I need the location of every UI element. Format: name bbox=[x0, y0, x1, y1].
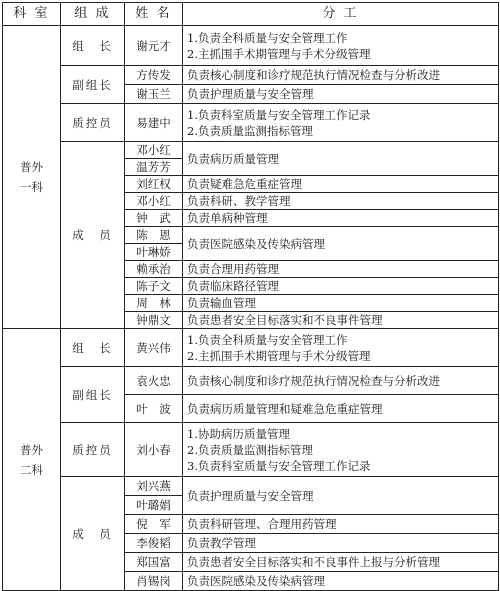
name-cell: 刘小春 bbox=[125, 423, 183, 477]
table-row bbox=[3, 104, 499, 142]
name-cell: 郑国富 bbox=[125, 553, 183, 572]
name-cell: 温芳芳 bbox=[125, 159, 183, 176]
name-cell: 叶 波 bbox=[125, 395, 183, 423]
duty-cell: 负责科研管理、合理用药管理 bbox=[183, 515, 499, 534]
table-row bbox=[3, 142, 499, 159]
name-cell: 钟鼎文 bbox=[125, 312, 183, 329]
name-cell: 陈 恩 bbox=[125, 227, 183, 244]
name-cell: 易建中 bbox=[125, 104, 183, 142]
duty-cell: 负责科研、教学管理 bbox=[183, 193, 499, 210]
header-dept: 科 室 bbox=[3, 3, 61, 26]
duty-cell: 负责患者安全目标落实和不良事件管理 bbox=[183, 312, 499, 329]
dept-cell-1: 普外 一科 bbox=[3, 26, 61, 329]
table-row bbox=[3, 66, 499, 85]
table-row bbox=[3, 26, 499, 66]
name-cell: 叶璐娟 bbox=[125, 496, 183, 515]
name-cell: 方传发 bbox=[125, 66, 183, 85]
group-cell: 质控员 bbox=[61, 423, 125, 477]
table-row bbox=[3, 329, 499, 367]
duty-table bbox=[2, 2, 499, 591]
duty-cell: 负责患者安全目标落实和不良事件上报与分析管理 bbox=[183, 553, 499, 572]
name-cell: 袁火忠 bbox=[125, 367, 183, 395]
name-cell: 刘兴燕 bbox=[125, 477, 183, 496]
header-duty: 分 工 bbox=[183, 3, 499, 26]
header-group: 组 成 bbox=[61, 3, 125, 26]
duty-cell: 负责教学管理 bbox=[183, 534, 499, 553]
name-cell: 钟 武 bbox=[125, 210, 183, 227]
name-cell: 陈子文 bbox=[125, 278, 183, 295]
name-cell: 邓小红 bbox=[125, 142, 183, 159]
group-cell: 成 员 bbox=[61, 142, 125, 329]
duty-cell: 负责合理用药管理 bbox=[183, 261, 499, 278]
duty-cell: 负责单病种管理 bbox=[183, 210, 499, 227]
header-row bbox=[3, 3, 499, 26]
name-cell: 周 林 bbox=[125, 295, 183, 312]
group-cell: 质控员 bbox=[61, 104, 125, 142]
duty-cell: 负责病历质量管理 bbox=[183, 142, 499, 176]
group-cell: 副组长 bbox=[61, 66, 125, 104]
duty-cell: 1.协助病历质量管理 2.负责质量监测指标管理 3.负责科室质量与安全管理工作记录 bbox=[183, 423, 499, 477]
duty-cell: 1.负责科室质量与安全管理工作记录 2.负责质量监测指标管理 bbox=[183, 104, 499, 142]
name-cell: 刘红权 bbox=[125, 176, 183, 193]
name-cell: 倪 军 bbox=[125, 515, 183, 534]
group-cell: 副组长 bbox=[61, 367, 125, 423]
duty-cell: 负责医院感染及传染病管理 bbox=[183, 572, 499, 591]
duty-cell: 负责病历质量管理和疑难急危重症管理 bbox=[183, 395, 499, 423]
name-cell: 赖承治 bbox=[125, 261, 183, 278]
duty-cell: 负责临床路径管理 bbox=[183, 278, 499, 295]
duty-cell: 负责核心制度和诊疗规范执行情况检查与分析改进 bbox=[183, 66, 499, 85]
table-row bbox=[3, 477, 499, 496]
duty-cell: 负责护理质量与安全管理 bbox=[183, 85, 499, 104]
name-cell: 肖锡岗 bbox=[125, 572, 183, 591]
duty-cell: 负责疑难急危重症管理 bbox=[183, 176, 499, 193]
header-name: 姓 名 bbox=[125, 3, 183, 26]
name-cell: 谢玉兰 bbox=[125, 85, 183, 104]
duty-cell: 负责医院感染及传染病管理 bbox=[183, 227, 499, 261]
name-cell: 黄兴伟 bbox=[125, 329, 183, 367]
group-cell: 组 长 bbox=[61, 329, 125, 367]
table-row bbox=[3, 423, 499, 477]
duty-cell: 1.负责全科质量与安全管理工作 2.主抓围手术期管理与手术分级管理 bbox=[183, 329, 499, 367]
name-cell: 邓小红 bbox=[125, 193, 183, 210]
duty-cell: 负责输血管理 bbox=[183, 295, 499, 312]
group-cell: 成 员 bbox=[61, 477, 125, 591]
table-row bbox=[3, 367, 499, 395]
group-cell: 组 长 bbox=[61, 26, 125, 66]
duty-cell: 负责核心制度和诊疗规范执行情况检查与分析改进 bbox=[183, 367, 499, 395]
duty-cell: 负责护理质量与安全管理 bbox=[183, 477, 499, 515]
name-cell: 叶琳娇 bbox=[125, 244, 183, 261]
duty-cell: 1.负责全科质量与安全管理工作 2.主抓围手术期管理与手术分级管理 bbox=[183, 26, 499, 66]
name-cell: 李俊韬 bbox=[125, 534, 183, 553]
dept-cell-2: 普外 二科 bbox=[3, 329, 61, 591]
name-cell: 谢元才 bbox=[125, 26, 183, 66]
